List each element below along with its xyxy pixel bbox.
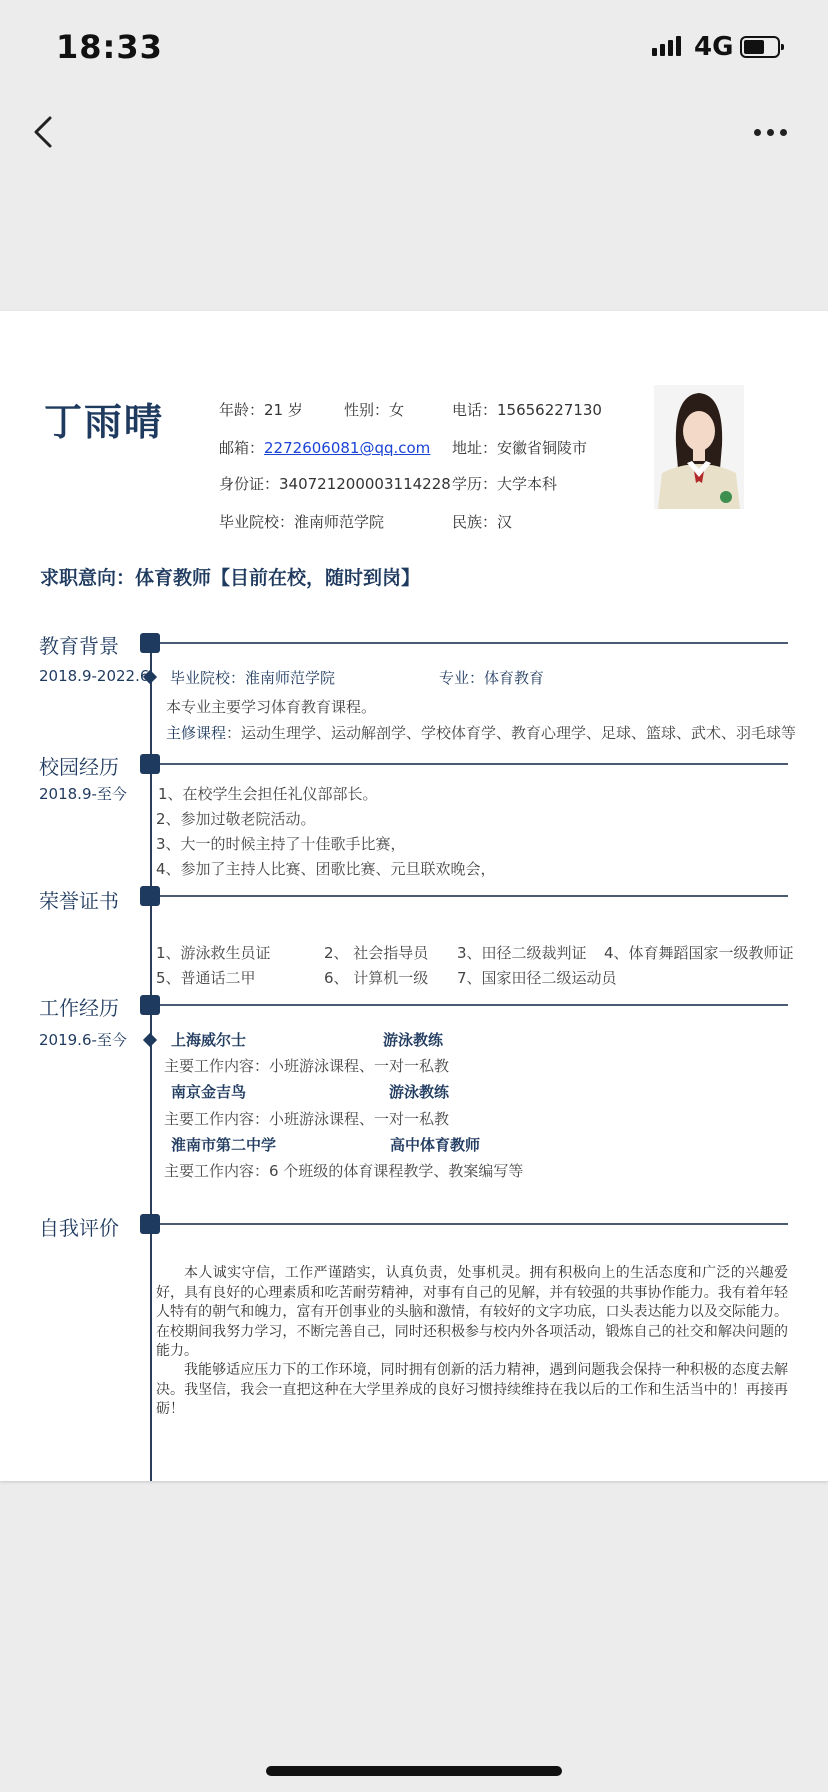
courses-label: 主修课程 (166, 724, 227, 742)
info-email-label: 邮箱： (219, 439, 265, 457)
resume-document[interactable] (0, 311, 828, 1481)
work-date: 2019.6-至今 (39, 1031, 127, 1049)
info-ethnicity: 民族：汉 (452, 513, 513, 531)
info-age: 年龄：21 岁 (219, 401, 303, 419)
section-work-title: 工作经历 (39, 996, 119, 1020)
signal-icon (652, 36, 681, 56)
info-address: 地址：安徽省铜陵市 (452, 439, 588, 457)
timeline-diamond-icon (143, 1033, 157, 1047)
campus-item: 3、大一的时候主持了十佳歌手比赛， (156, 835, 406, 853)
honor-item: 7、国家田径二级运动员 (457, 969, 617, 987)
self-eval-paragraph-1: 本人诚实守信，工作严谨踏实，认真负责，处事机灵。拥有积极向上的生活态度和广泛的兴趣爱好，具有良好的心理素质和吃苦耐劳精神，对事有自己的见解，并有较强的共事协作能力。我有着年轻人特有的朝气和魄力，富有开创事业的头脑和激情，有较好的文字功底，口头表达能力以及交际能力。在校期间我努力学习，不断完善自己，同时还积极参与校内外各项活动，锻炼自己的社交和解决问题的能力。 (156, 1265, 788, 1359)
education-school: 毕业院校：淮南师范学院 (170, 669, 336, 687)
campus-item: 1、在校学生会担任礼仪部部长。 (158, 785, 378, 803)
section-marker (140, 886, 160, 906)
work-role: 游泳教练 (383, 1031, 444, 1049)
campus-item: 2、参加过敬老院活动。 (156, 810, 316, 828)
section-marker (140, 995, 160, 1015)
honor-item: 5、普通话二甲 (156, 969, 256, 987)
section-marker (140, 754, 160, 774)
home-indicator[interactable] (266, 1766, 562, 1776)
campus-item: 4、参加了主持人比赛、团歌比赛、元旦联欢晚会， (156, 860, 496, 878)
info-phone: 电话：15656227130 (452, 401, 602, 419)
work-content: 主要工作内容：小班游泳课程、一对一私教 (164, 1110, 450, 1128)
work-content: 主要工作内容：小班游泳课程、一对一私教 (164, 1057, 450, 1075)
resume-name: 丁雨晴 (44, 400, 165, 444)
email-link[interactable]: 2272606081@qq.com (264, 439, 431, 457)
section-marker (140, 1214, 160, 1234)
work-content: 主要工作内容：6 个班级的体育课程教学、教案编写等 (164, 1162, 524, 1180)
section-divider (160, 642, 788, 644)
education-desc: 本专业主要学习体育教育课程。 (166, 698, 377, 716)
battery-icon (740, 36, 780, 58)
courses-list: ：运动生理学、运动解剖学、学校体育学、教育心理学、足球、篮球、武术、羽毛球等 (226, 724, 797, 742)
work-company: 淮南市第二中学 (171, 1136, 277, 1154)
back-button[interactable] (26, 110, 66, 154)
honor-item: 6、 计算机一级 (324, 969, 429, 987)
honor-item: 3、田径二级裁判证 (457, 944, 587, 962)
honor-item: 1、游泳救生员证 (156, 944, 271, 962)
section-self-eval-title: 自我评价 (39, 1216, 119, 1240)
info-school: 毕业院校：淮南师范学院 (219, 513, 385, 531)
section-campus-title: 校园经历 (39, 755, 119, 779)
honor-item: 4、体育舞蹈国家一级教师证 (604, 944, 794, 962)
status-time: 18:33 (56, 28, 163, 66)
work-role: 游泳教练 (389, 1083, 450, 1101)
info-id: 身份证：340721200003114228 (219, 475, 451, 493)
info-gender: 性别：女 (344, 401, 405, 419)
education-date: 2018.9-2022.6 (39, 667, 150, 685)
more-button[interactable] (746, 116, 794, 148)
section-honors-title: 荣誉证书 (39, 889, 119, 913)
profile-photo (654, 385, 744, 509)
info-degree: 学历：大学本科 (452, 475, 558, 493)
chevron-left-icon (26, 110, 66, 154)
section-divider (160, 1004, 788, 1006)
work-company: 南京金吉鸟 (171, 1083, 247, 1101)
section-divider (160, 1223, 788, 1225)
self-eval-paragraph-2: 我能够适应压力下的工作环境，同时拥有创新的活力精神，遇到问题我会保持一种积极的态度去解决。我坚信，我会一直把这种在大学里养成的良好习惯持续维持在我以后的工作和生活当中的！再接再砺！ (156, 1362, 788, 1417)
network-type: 4G (694, 32, 734, 62)
education-courses (166, 722, 796, 743)
section-marker (140, 633, 160, 653)
info-email-row (219, 437, 430, 458)
section-divider (160, 763, 788, 765)
education-major: 专业：体育教育 (439, 669, 545, 687)
job-objective: 求职意向：体育教师【目前在校，随时到岗】 (40, 567, 421, 589)
section-education-title: 教育背景 (39, 634, 119, 658)
section-divider (160, 895, 788, 897)
status-bar (0, 0, 828, 100)
ellipsis-icon (754, 129, 761, 136)
campus-date: 2018.9-至今 (39, 785, 127, 803)
work-role: 高中体育教师 (390, 1136, 481, 1154)
honor-item: 2、 社会指导员 (324, 944, 429, 962)
work-company: 上海威尔士 (171, 1031, 247, 1049)
